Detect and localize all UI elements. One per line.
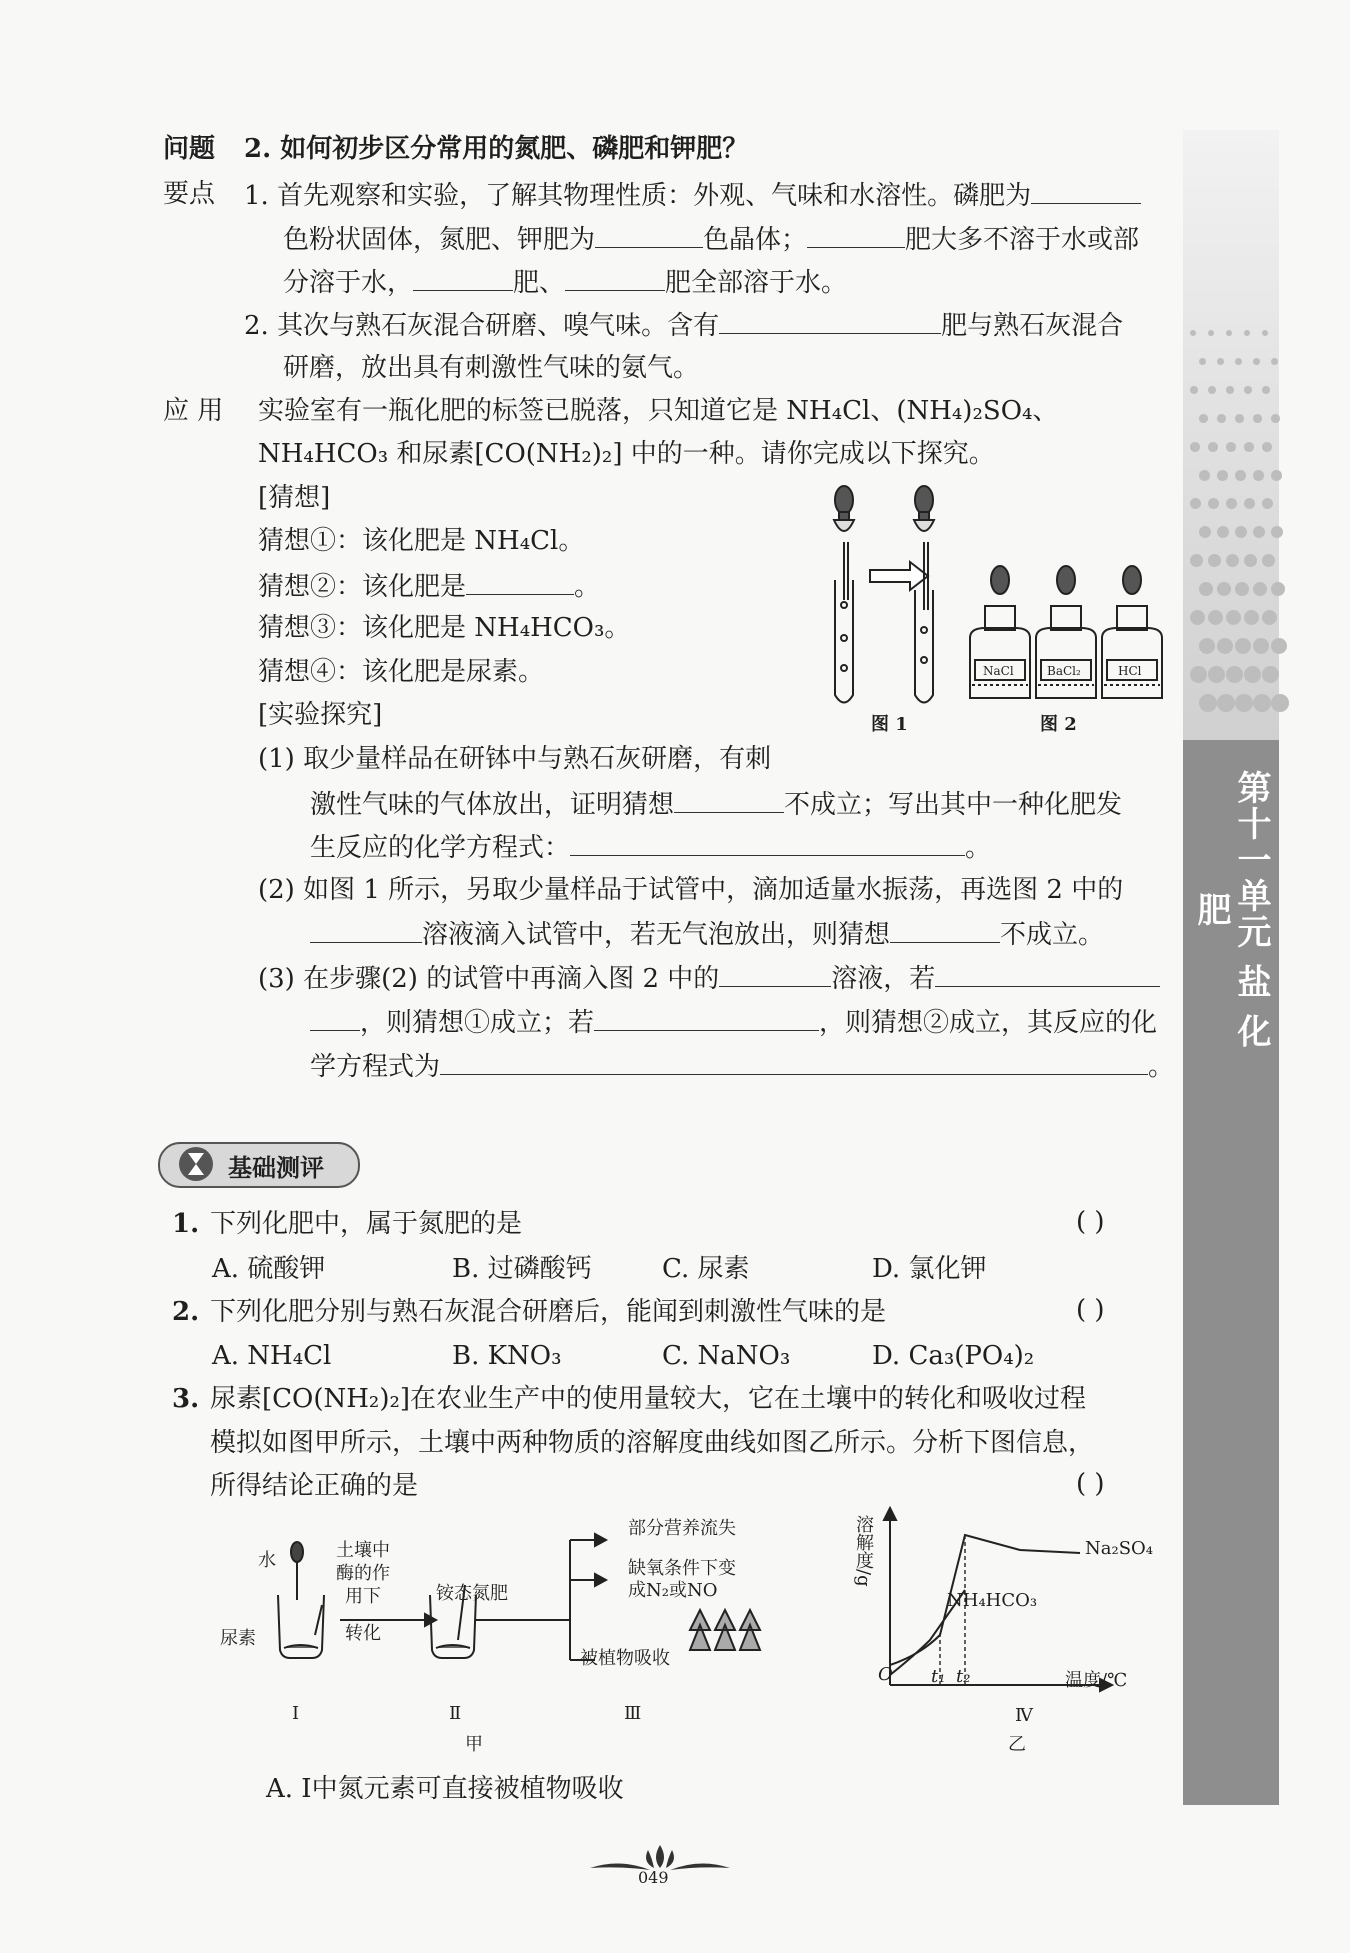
side-tab-dot xyxy=(1262,386,1270,394)
label-enzyme-2: 酶的作 xyxy=(336,1563,390,1584)
blank[interactable] xyxy=(310,916,422,943)
label-enzyme-3: 用下 xyxy=(345,1586,381,1607)
side-tab-dot xyxy=(1253,638,1269,654)
side-tab-dot xyxy=(1217,638,1233,654)
side-tab-dot xyxy=(1253,694,1271,712)
blank[interactable] xyxy=(310,1004,360,1031)
question-2-answer-paren[interactable]: ( ) xyxy=(1076,1295,1105,1325)
series-label-nh4hco3: NH₄HCO₃ xyxy=(947,1590,1038,1611)
blank[interactable] xyxy=(595,221,703,248)
q2-title: 2. 如何初步区分常用的氮肥、磷肥和钾肥？ xyxy=(244,134,749,164)
blank[interactable] xyxy=(719,307,941,334)
side-tab-dot xyxy=(1271,638,1287,654)
bottle-label-nacl: NaCl xyxy=(983,664,1014,678)
side-tab-dot xyxy=(1235,414,1244,423)
label-urea: 尿素 xyxy=(220,1628,256,1649)
side-tab-dot xyxy=(1217,470,1228,481)
side-tab-dot xyxy=(1226,442,1236,452)
side-tab-dot xyxy=(1199,694,1217,712)
question-1-option-a[interactable]: A. 硫酸钾 xyxy=(212,1254,326,1284)
label-water: 水 xyxy=(258,1550,276,1571)
hourglass-icon xyxy=(176,1145,216,1183)
step-3-line2: ，则猜想①成立；若 ，则猜想②成立，其反应的化 xyxy=(310,1004,1157,1040)
side-tab-dot xyxy=(1199,638,1215,654)
application-intro-1: 实验室有一瓶化肥的标签已脱落，只知道它是 NH₄Cl、(NH₄)₂SO₄、 xyxy=(258,396,1059,426)
side-tab-title: 第十一单元 盐 化肥 xyxy=(1191,770,1271,1050)
q2-label: 问题 xyxy=(163,134,216,164)
figure-1-caption: 图 1 xyxy=(871,714,908,735)
side-tab-dot xyxy=(1190,330,1196,336)
blank[interactable] xyxy=(594,1004,819,1031)
side-tab-dot xyxy=(1235,638,1251,654)
side-tab-dot xyxy=(1271,358,1278,365)
blank[interactable] xyxy=(890,916,1000,943)
side-tab-dot xyxy=(1226,610,1241,625)
guess-4: 猜想④：该化肥是尿素。 xyxy=(258,657,545,687)
experiment-title: [实验探究] xyxy=(258,700,383,730)
side-tab-dot xyxy=(1226,330,1232,336)
question-2-option-d[interactable]: D. Ca₃(PO₄)₂ xyxy=(872,1341,1035,1371)
side-tab-dot xyxy=(1244,666,1261,683)
side-tab-dot xyxy=(1217,694,1235,712)
step-1-line1: (1) 取少量样品在研钵中与熟石灰研磨，有刺 xyxy=(258,744,772,774)
question-2-number: 2. xyxy=(172,1297,200,1327)
blank[interactable] xyxy=(466,568,574,595)
blank[interactable] xyxy=(674,786,784,813)
blank[interactable] xyxy=(807,221,905,248)
guess-1: 猜想①：该化肥是 NH₄Cl。 xyxy=(258,526,585,556)
question-3-stem-1: 尿素[CO(NH₂)₂]在农业生产中的使用量较大，它在土壤中的转化和吸收过程 xyxy=(210,1384,1087,1414)
keypoint-2-line2: 研磨，放出具有刺激性气味的氨气。 xyxy=(283,353,700,383)
keypoints-label: 要点 xyxy=(163,179,216,209)
side-tab-dot xyxy=(1208,386,1216,394)
side-tab-dot xyxy=(1244,442,1254,452)
side-tab-dot xyxy=(1208,442,1218,452)
stage-3: Ⅲ xyxy=(624,1703,642,1724)
keypoint-1-line3: 分溶于水， 肥、 肥全部溶于水。 xyxy=(283,264,847,300)
question-2-option-b[interactable]: B. KNO₃ xyxy=(452,1341,562,1371)
side-tab-dot xyxy=(1262,330,1268,336)
side-tab-dot xyxy=(1244,330,1250,336)
step-2-line1: (2) 如图 1 所示，另取少量样品于试管中，滴加适量水振荡，再选图 2 中的 xyxy=(258,875,1124,905)
question-1-option-c[interactable]: C. 尿素 xyxy=(662,1254,750,1284)
figure-2-caption: 图 2 xyxy=(1040,714,1077,735)
side-tab-dot xyxy=(1190,386,1198,394)
side-tab-dot xyxy=(1271,582,1285,596)
step-3-line3: 学方程式为 。 xyxy=(310,1048,1174,1084)
label-ammonium: 铵态氮肥 xyxy=(436,1583,508,1604)
side-tab-dot xyxy=(1199,414,1208,423)
apparatus-figure xyxy=(820,480,1175,730)
side-tab-dot xyxy=(1262,610,1277,625)
side-tab-dot xyxy=(1199,358,1206,365)
blank[interactable] xyxy=(1031,177,1141,204)
application-intro-2: NH₄HCO₃ 和尿素[CO(NH₂)₂] 中的一种。请你完成以下探究。 xyxy=(258,439,995,469)
label-absorb: 被植物吸收 xyxy=(580,1648,670,1669)
keypoint-1-line1: 1. 首先观察和实验，了解其物理性质：外观、气味和水溶性。磷肥为 xyxy=(244,177,1141,213)
question-3-option-a[interactable]: A. Ⅰ中氮元素可直接被植物吸收 xyxy=(266,1774,624,1804)
label-anoxic-2: 成N₂或NO xyxy=(628,1580,718,1601)
side-tab-dot xyxy=(1235,470,1246,481)
label-loss: 部分营养流失 xyxy=(628,1518,736,1539)
step-1-line2: 激性气味的气体放出，证明猜想 不成立；写出其中一种化肥发 xyxy=(310,786,1122,822)
question-1-option-d[interactable]: D. 氯化钾 xyxy=(872,1254,987,1284)
side-tab-dot xyxy=(1271,526,1283,538)
question-1-option-b[interactable]: B. 过磷酸钙 xyxy=(452,1254,592,1284)
side-tab-dot xyxy=(1226,666,1243,683)
diagram-jia-caption: 甲 xyxy=(465,1734,483,1755)
blank[interactable] xyxy=(570,829,965,856)
side-tab-dot xyxy=(1190,442,1200,452)
step-1-line3: 生反应的化学方程式： 。 xyxy=(310,829,991,865)
step-3-line1: (3) 在步骤(2) 的试管中再滴入图 2 中的 溶液，若 xyxy=(258,960,1160,996)
series-label-na2so4: Na₂SO₄ xyxy=(1085,1538,1154,1559)
chart-xlabel: 温度/℃ xyxy=(1065,1670,1128,1691)
label-anoxic-1: 缺氧条件下变 xyxy=(628,1558,736,1579)
question-1-number: 1. xyxy=(172,1209,200,1239)
label-convert: 转化 xyxy=(345,1623,381,1644)
guess-title: [猜想] xyxy=(258,483,331,513)
side-tab-dot xyxy=(1244,386,1252,394)
blank[interactable] xyxy=(719,960,831,987)
side-tab-dot xyxy=(1199,470,1210,481)
side-tab-dot xyxy=(1253,470,1264,481)
guess-3: 猜想③：该化肥是 NH₄HCO₃。 xyxy=(258,613,631,643)
side-tab-dot xyxy=(1262,666,1279,683)
step-2-line2: 溶液滴入试管中，若无气泡放出，则猜想 不成立。 xyxy=(310,916,1104,952)
diagram-jia xyxy=(220,1510,780,1730)
side-tab-dot xyxy=(1190,610,1205,625)
side-tab-dot xyxy=(1208,330,1214,336)
side-tab-dot xyxy=(1208,666,1225,683)
stage-2: Ⅱ xyxy=(449,1703,462,1724)
keypoint-2-line1: 2. 其次与熟石灰混合研磨、嗅气味。含有 肥与熟石灰混合 xyxy=(244,307,1123,343)
side-tab-dot xyxy=(1262,442,1272,452)
question-1-answer-paren[interactable]: ( ) xyxy=(1076,1207,1105,1237)
bottle-label-hcl: HCl xyxy=(1118,664,1142,678)
side-tab-dot xyxy=(1235,358,1242,365)
side-tab-dot xyxy=(1190,666,1207,683)
chart-ylabel: 溶解度/g xyxy=(853,1515,874,1587)
side-tab-dot xyxy=(1271,470,1282,481)
diagram-yi-caption: 乙 xyxy=(1008,1734,1026,1755)
question-3-stem-3: 所得结论正确的是 xyxy=(210,1471,419,1501)
question-3-number: 3. xyxy=(172,1384,200,1414)
question-2-option-c[interactable]: C. NaNO₃ xyxy=(662,1341,791,1371)
guess-2: 猜想②：该化肥是 。 xyxy=(258,568,600,604)
blank[interactable] xyxy=(935,960,1160,987)
label-enzyme-1: 土壤中 xyxy=(336,1540,390,1561)
question-1-stem: 下列化肥中，属于氮肥的是 xyxy=(210,1209,523,1239)
question-3-stem-2: 模拟如图甲所示，土壤中两种物质的溶解度曲线如图乙所示。分析下图信息， xyxy=(210,1428,1095,1458)
application-label: 应 用 xyxy=(163,396,224,426)
chart-origin: O xyxy=(878,1664,893,1685)
side-tab-dot xyxy=(1253,358,1260,365)
side-tab-dot xyxy=(1217,358,1224,365)
page-number: 049 xyxy=(638,1868,669,1887)
side-tab-dot xyxy=(1253,414,1262,423)
side-tab-dot xyxy=(1235,694,1253,712)
question-2-option-a[interactable]: A. NH₄Cl xyxy=(212,1341,332,1371)
question-3-answer-paren[interactable]: ( ) xyxy=(1076,1469,1105,1499)
chart-t2: t₂ xyxy=(956,1666,971,1687)
bottle-label-bacl2: BaCl₂ xyxy=(1047,664,1081,678)
side-tab-dot xyxy=(1226,386,1234,394)
side-tab-dot xyxy=(1244,610,1259,625)
stage-1: Ⅰ xyxy=(292,1703,300,1724)
keypoint-1-line2: 色粉状固体，氮肥、钾肥为 色晶体； 肥大多不溶于水或部 xyxy=(283,221,1139,257)
side-tab-dot xyxy=(1208,610,1223,625)
question-2-stem: 下列化肥分别与熟石灰混合研磨后，能闻到刺激性气味的是 xyxy=(210,1297,887,1327)
side-tab-dot xyxy=(1217,414,1226,423)
stage-4: Ⅳ xyxy=(1015,1705,1033,1726)
blank[interactable] xyxy=(440,1048,1148,1075)
blank[interactable] xyxy=(565,264,665,291)
chart-t1: t₁ xyxy=(931,1666,946,1687)
blank[interactable] xyxy=(413,264,513,291)
section-badge-text: 基础测评 xyxy=(228,1153,324,1182)
side-tab-dot xyxy=(1271,694,1289,712)
side-tab-dot xyxy=(1271,414,1280,423)
